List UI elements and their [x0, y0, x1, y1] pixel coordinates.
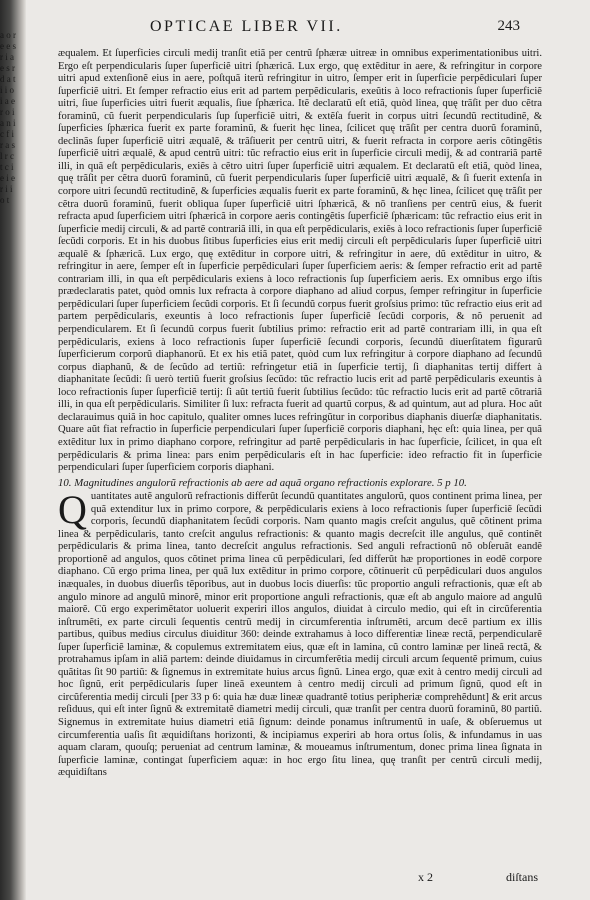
facing-page-fragment: a o r e e s r i a e s r d a t i i o i a e r o i a n i c f i r a s l r c t c i e i e r i i o t	[0, 30, 16, 205]
page-footer	[398, 870, 538, 886]
book-gutter	[0, 0, 26, 900]
section-heading: 10. Magnitudines angulorũ refractionis ab aere ad aquã organo refractionis explorare. 5 p 10.	[58, 476, 467, 489]
paragraph-1: æqualem. Et ſuperficies circuli medij tranſit etiã per centrũ ſphæræ uitreæ in omnibus experimentationibus uitri. Ergo eſt perpendicularis ſuper ſuperficiẽ uitri ſphæricã. Lux ergo, quę extẽditur in aere, & refringitur in corpore uitri apud extenſionẽ eius in aere, poſtquã iterũ refringitur in uitro, ſemper erit in ſuperficie perpẽdiculari ſuper ſuperficiẽ uitri. Et ſemper refractio eius erit ad partem perpẽdicularis, exeũtis à loco refractionis ſuper ſuperficiẽ uitri, ſiue ſuperficies uitri fuerit æqualis, ſiue ſphærica. Itẽ declaratũ eſt etiã, quòd linea, quę trãſit per duo cẽtra foraminũ, cũ fuerit perpendicularis ſup ſuperficiẽ uitri, & extẽſa fuerit in corpus uitri ſecundũ rectitudinẽ, & ſuperficies ſphærica fuerit ex parte foraminũ, & fuerit hęc linea, ſcilicet quę trãſit per centra duorũ foraminũ, declinãs ſuper ſuperficiẽ uitri æqualẽ, & trãſiuerit per centrũ uitri, & fuerit refracta in corpore aeris cõtingẽtis ſuperficiẽ uitri æqualẽ, & apud centrũ uitri: tũc refractio eius erit in ſuperficie circuli medij, & ad contrariã partẽ illi, in quã eſt perpẽdicularis, exiẽs à cẽtro uitri ſuper ſuperficiẽ uitri æqualem. Et declaratũ eſt etiã, quòd linea, quę trãſit per cẽtra duorũ foraminũ, cũ fuerit perpendicularis ſuper ſuperficiẽ uitri æqualẽ, & ſi fuerit extenſa in corpore uitri ſecundũ rectitudinẽ, & ſuperficies æqualis fuerit ex parte foraminũ, & hęc linea, ſcilicet quę trãſit per cẽtra duorũ foraminũ, fuerit obliqua ſuper ſuperficiẽ uitri ſphæricã, & nõ tranſiens per centrũ eius, & fuerit refracta apud ſuperficiem uitri ſphæricã in corpore aeris contingẽtis ſuperficiẽ ſphæricam: tũc refractio eius erit in ſuperficie medij circuli, & ad partẽ contrariã illi, in qua eſt perpẽdicularis, exiẽs à loco refractionis ſuper ſuperficiẽ ſecũdi corporis. Et in his duobus ſitibus ſuperficies eius erit medij circuli eſt perpẽdicularis ſuper ſuperficiẽ uitri æqualẽ & ſphæricã. Lux ergo, quę extẽditur in corpore uitri, & refringitur in aere, dũ extẽditur in uitro, & refringitur in aere, ſemper eſt in ſuperficie perpẽdiculari ſuper ſuperficiem aeris: & ſemper refractio erit ad partẽ contrariam illi, in qua eſt perpẽdicularis exiens à loco refractionis ſup ſuperficiem aeris. Ex omnibus ergo iſtis prædeclaratis patet, quòd omnis lux refracta à corpore diaphano ad aliud corpus, ſemper refringitur in ſuperficie perpẽdiculari ſuper ſuperficiem ſecũdi corporis. Et ſi ſecundũ corpus fuerit groſsius primo: tũc refractio eius erit ad partem perpẽdicularis, exeuntis à loco refractionis ſuper ſuperficiẽ ſecũdi corporis, & nõ peruenit ad perpendicularem. Et ſi ſecundũ corpus fuerit ſubtilius primo: refractio erit ad partẽ contrariam illi, in qua eſt perpẽdicularis, exiens à loco refractionis ſuper ſuperficiẽ ſecundi corporis, ſecundũ diuerſitatem figurarũ ſuperficierum corporũ diaphanorũ. Et ex his etiã patet, quòd cum lux refringitur à corpore diaphano ad ſecundũ corpus diaphanũ, & de ſecũdo ad tertiũ: refringetur etiã in ſuperficie tertij, ſi diaphanitas tertij differt à diaphanitate ſecũdi: ſi uerò tertiũ fuerit groſsius ſecũdo: tũc refractio lucis erit ad partẽ perpẽdicularis exeuntis à loco refractionis ſuper ſuperficiẽ tertij: ſi aũt tertiũ fuerit ſubtilius ſecũdo: tũc refractio lucis erit ad partẽ cõtrariã illi, in qua eſt perpẽdicularis. Similiter ſi lux: refracta fuerit ad quartũ corpus, & ad quintum, aut ad plura. Hoc aũt declarauimus quiã in hoc capitulo, qualiter omnes luces refringũtur in corporibus diaphanis diuerſæ diaphanitatis. Quare aũt fiat refractio in ſuperficie perpendiculari ſuper ſuperficiẽ corporis diaphani, hęc eſt: quia linea, per quã extẽditur lux in primo diaphano corpore, refringitur ad partẽ perpẽdicularis in hac ſuperficie, ſcilicet, in qua eſt perpẽdicularis & prima linea: pars enim perpẽdicularis eſt in hac ſuperficie: ideo refractio fit in ſuperficie perpendiculari ſuper ſuperficiem corporis diaphani.	[58, 48, 542, 474]
paragraph-2-text: uantitates autẽ angulorũ refractionis differũt ſecundũ quantitates angulorũ, quos continent prima linea, per quã extenditur lux in primo corpore, & perpẽdicularis exiens à loco refractionis ſuper ſuperficiẽ ſecũdi corporis, ſecundũ diaphanitatem ſecũdi corporis. Nam quanto magis creſcit angulus, quẽ cõtinent prima linea & perpẽdicularis, tanto creſcit angulus refractionis: & quanto magis decreſcit ille angulus, quẽ continẽt perpẽdicularis & prima linea, tanto decreſcit angulus refractionis. Sed anguli refractionũ nõ obſeruãt eandẽ proportionẽ ad angulos, quos cõtinet prima linea cũ perpẽdiculari, ſed differũt hæ proportiones in eodẽ corpore diaphano. Cũ ergo prima linea, per quã lux extẽditur in primo corpore, cõtinuerit cũ perpẽdiculari duos angulos inæquales, in duobus diuerſis tẽporibus, aut in duobus locis diuerſis: tũc proportio anguli refractionis, quæ eſt ab angulo minore ad angulũ minorẽ, minor erit proportione anguli refractionis, quæ eſt ab angulo maiore ad angulũ maiorẽ. Cũ ergo experimẽtator uoluerit experiri illos angulos, diuidat à circulo medio, qui eſt in circũferentia inſtrumẽti, ex parte circuli ſequentis centrũ medij in circumferentia inſtrumẽti, arcum decẽ partium ex illis partibus, quibus medius circulus diuiditur 360: deinde extrahamus à loco differentiæ lineæ rectã, perpendicularẽ ſuper ſuperficiẽ laminæ, & copulemus extremitatem eius, quæ eſt in lamina, cũ contro laminæ per lineã rectã, & protrahamus ipſam in aliã partem: deinde diuidamus in circumferẽtia medij circuli arcum ſequentẽ primum, cuius quãtitas ſit 90 partiũ: & ſignemus in extremitate huius arcus ſignũ. Linea ergo, quæ exit à centro medij circuli ad hoc ſignũ, erit perpẽdicularis ſuper lineã exeuntem à centro medij circuli ad primum ſignũ, quod eſt in circũferentia medij circuli [per 33 p 6: quia hæ duæ lineæ quadrantẽ totius peripheriæ comprehẽdunt] & erit arcus reſiduus, qui eſt inter ſignũ & extremitatẽ diametri medij circuli, quæ tranſit per centra duorũ foraminũ, 80 partiũ. Signemus in extremitate huius diametri etiã ſignum: deinde ponamus inſtrumentũ in uaſe, & obſeruemus ut circumferentia uaſis ſit æquidiſtans horizonti, & incipiamus experiri ab hora ortus ſolis, & infundamus in uas aquam claram, quouſq; perueniat ad centrum laminæ, & moueamus inſtrumentum, donec prima linea ſignata in ſuperficie laminæ, contingat ſuperficiem aquæ: in hoc ergo ſitu linea, quę tranſit per centrũ circuli medij, æquidiſtans	[58, 491, 542, 779]
drop-capital: Q	[58, 487, 87, 533]
running-title: OPTICAE LIBER VII.	[150, 18, 343, 35]
page-number: 243	[497, 18, 520, 34]
signature-mark: x 2	[418, 870, 433, 884]
page-header	[150, 18, 520, 42]
catchword: diſtans	[506, 870, 538, 884]
main-text-block	[58, 48, 542, 780]
paragraph-2	[58, 487, 542, 780]
